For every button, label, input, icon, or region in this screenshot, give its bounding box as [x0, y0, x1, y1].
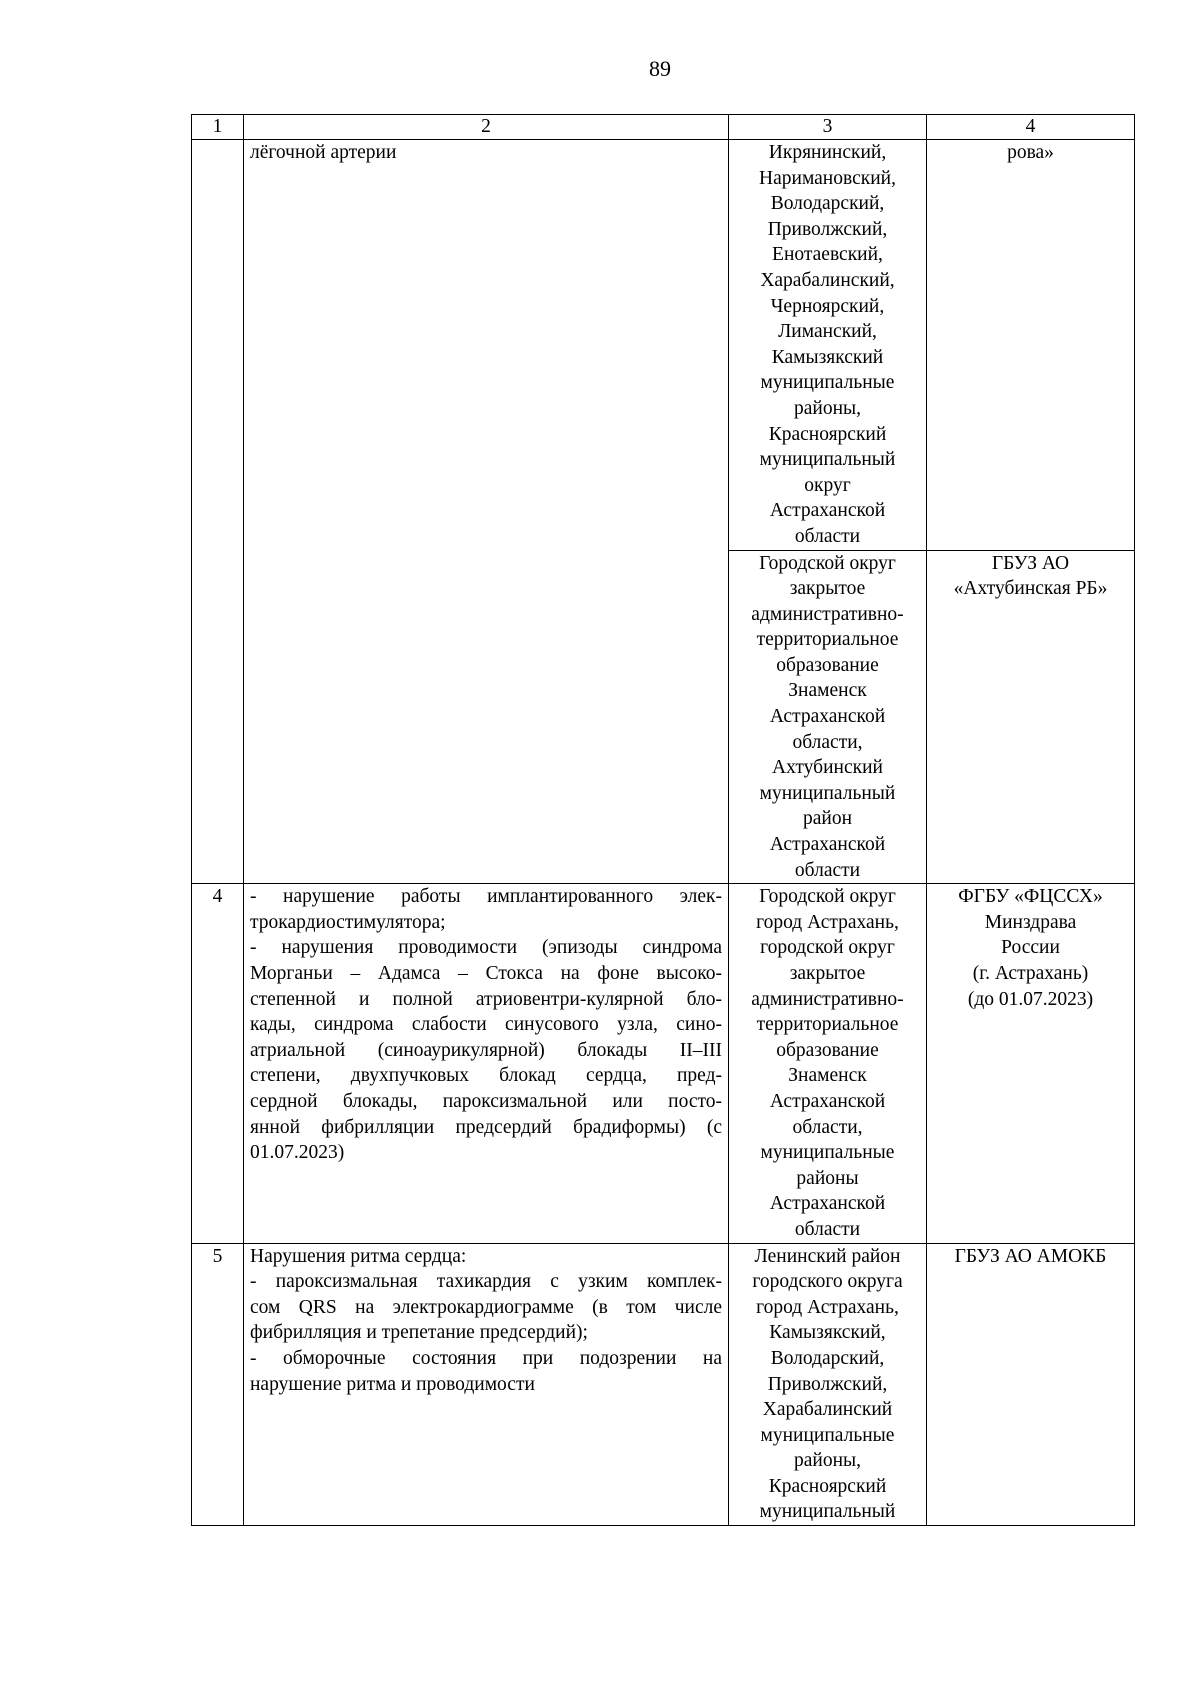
territory-cell: [729, 884, 927, 1243]
table-row: [192, 1243, 1135, 1526]
territory-line: Приволжский,: [767, 218, 888, 240]
condition-line: - нарушение работы имплантированного элек-: [250, 886, 722, 908]
condition-line: нарушение ритма и проводимости: [250, 1373, 535, 1395]
territory-line: Ахтубинский: [772, 757, 883, 779]
condition-line: янной фибрилляции предсердий брадиформы) (с: [250, 1116, 722, 1138]
territory-line: районы,: [793, 1450, 861, 1472]
territory-line: Черноярский,: [770, 295, 885, 317]
territory-line: район: [802, 808, 853, 830]
facility-cell: [927, 884, 1135, 1243]
territory-line: городского округа: [752, 1271, 903, 1293]
territory-line: административно-: [751, 988, 904, 1010]
facility-cell: [927, 550, 1135, 884]
territory-line: области,: [792, 731, 863, 753]
territory-line: округ: [804, 474, 851, 496]
header-col-1: 1: [192, 115, 244, 140]
condition-line: степенной и полной атриовентри-кулярной бло-: [250, 988, 722, 1010]
territory-line: муниципальный: [759, 449, 896, 471]
territory-line: Ленинский район: [754, 1245, 901, 1267]
facility-line: ГБУЗ АО АМОКБ: [954, 1245, 1107, 1267]
territory-cell: [729, 1243, 927, 1526]
territory-line: области: [794, 525, 861, 547]
condition-line: лёгочной артерии: [250, 142, 397, 163]
territory-line: Знаменск: [788, 1065, 867, 1087]
territory-line: закрытое: [789, 578, 866, 600]
facility-line: «Ахтубинская РБ»: [953, 578, 1108, 600]
header-col-2: 2: [244, 115, 729, 140]
territory-line: городской округ: [760, 937, 895, 959]
page-number: 89: [649, 56, 671, 81]
territory-line: муниципальные: [760, 1424, 895, 1446]
territory-cell: [729, 550, 927, 884]
territory-line: муниципальный: [759, 782, 896, 804]
territory-line: Енотаевский,: [772, 244, 883, 266]
row-number-cell: 4: [192, 884, 244, 1243]
facility-line: (г. Астрахань): [972, 963, 1089, 984]
facility-line: ФГБУ «ФЦССХ»: [958, 886, 1103, 908]
territory-line: области: [794, 1218, 861, 1240]
table-row: [192, 884, 1135, 1243]
condition-line: Нарушения ритма сердца:: [250, 1245, 467, 1267]
territory-line: Городской округ: [759, 886, 896, 908]
condition-line: - обморочные состояния при подозрении на: [250, 1347, 722, 1369]
facility-cell: [927, 140, 1135, 551]
territory-line: Красноярский: [768, 1475, 887, 1497]
territory-line: Астраханской: [769, 834, 886, 856]
condition-line: - пароксизмальная тахикардия с узким комплек-: [250, 1271, 722, 1293]
territory-line: территориальное: [756, 1014, 899, 1036]
territory-line: области: [794, 859, 861, 881]
table-row: [192, 140, 1135, 551]
territory-line: образование: [776, 1039, 879, 1061]
condition-line: сом QRS на электрокардиограмме (в том числе: [250, 1296, 722, 1318]
territory-line: административно-: [751, 603, 904, 625]
facility-cell: [927, 1243, 1135, 1526]
condition-line: атриальной (синоаурикулярной) блокады II–III: [250, 1039, 722, 1061]
table-header-row: [192, 115, 1135, 140]
territory-line: Камызякский,: [769, 1322, 886, 1344]
territory-line: территориальное: [756, 629, 899, 651]
facility-line: Минздрава: [984, 911, 1077, 933]
condition-cell: [244, 1243, 729, 1526]
territory-line: Харабалинский: [762, 1399, 893, 1421]
territory-line: Астраханской: [769, 706, 886, 728]
territory-line: Астраханской: [769, 1193, 886, 1215]
condition-cell: [244, 884, 729, 1243]
facility-line: России: [1001, 937, 1060, 959]
territory-line: районы,: [793, 397, 861, 419]
facility-line: (до 01.07.2023): [967, 988, 1094, 1010]
territory-line: Астраханской: [769, 1090, 886, 1112]
territory-line: город Астрахань,: [756, 911, 899, 933]
territory-line: Приволжский,: [767, 1373, 888, 1395]
territory-line: районы: [796, 1167, 859, 1189]
territory-line: Икрянинский,: [768, 142, 887, 163]
territory-line: Наримановский,: [759, 167, 896, 189]
territory-cell: [729, 140, 927, 551]
territory-line: Харабалинский,: [760, 269, 895, 291]
territory-line: Лиманский,: [778, 321, 877, 343]
header-col-4: 4: [927, 115, 1135, 140]
territory-line: Камызякский: [771, 346, 884, 368]
territory-line: образование: [776, 654, 879, 676]
territory-line: Астраханской: [769, 500, 886, 522]
condition-line: трокардиостимулятора;: [250, 911, 446, 933]
condition-line: 01.07.2023): [250, 1142, 345, 1164]
condition-line: фибрилляция и трепетание предсердий);: [250, 1322, 588, 1344]
territory-line: Володарский,: [770, 1347, 885, 1369]
condition-line: степени, двухпучковых блокад сердца, пред-: [250, 1065, 722, 1087]
condition-line: сердной блокады, пароксизмальной или посто-: [250, 1090, 722, 1112]
header-col-3: 3: [729, 115, 927, 140]
row-number-cell: 5: [192, 1243, 244, 1526]
territory-line: муниципальный: [759, 1501, 896, 1523]
condition-line: - нарушения проводимости (эпизоды синдрома: [250, 937, 722, 959]
row-number-cell: [192, 140, 244, 884]
facility-line: рова»: [1007, 142, 1054, 163]
condition-line: кады, синдрома слабости синусового узла, сино-: [250, 1014, 722, 1036]
territory-line: Городской округ: [759, 552, 896, 574]
territory-line: Знаменск: [788, 680, 867, 702]
territory-line: город Астрахань,: [756, 1296, 899, 1318]
referral-table: [191, 114, 1135, 1526]
territory-line: Володарский,: [770, 193, 885, 215]
territory-line: муниципальные: [760, 372, 895, 394]
condition-line: Морганьи – Адамса – Стокса на фоне высоко-: [250, 963, 722, 984]
condition-cell: [244, 140, 729, 884]
territory-line: муниципальные: [760, 1142, 895, 1164]
territory-line: Красноярский: [768, 423, 887, 445]
territory-line: закрытое: [789, 963, 866, 984]
territory-line: области,: [792, 1116, 863, 1138]
facility-line: ГБУЗ АО: [991, 552, 1070, 574]
